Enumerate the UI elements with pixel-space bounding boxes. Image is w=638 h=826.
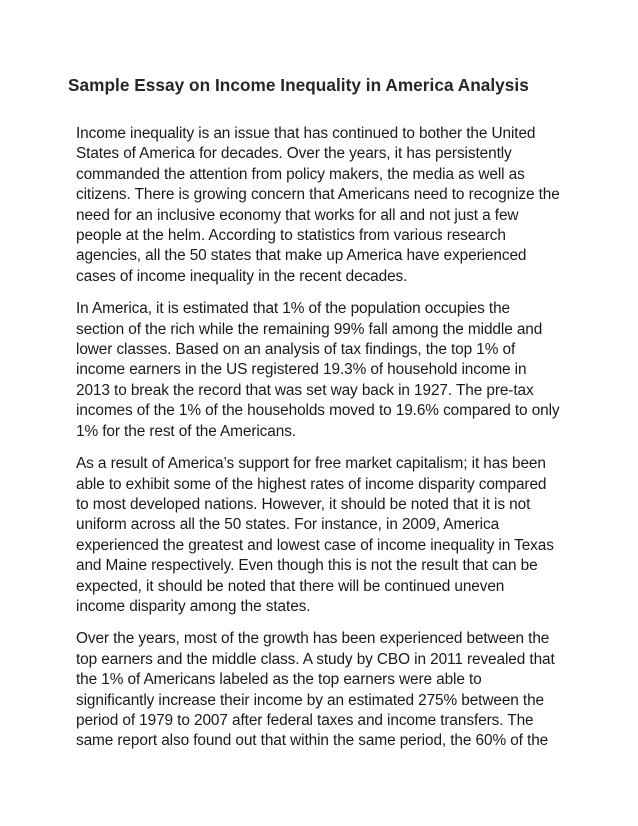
text-line: same report also found out that within the same period, the 60% of the [76, 732, 549, 750]
text-line: cases of income inequality in the recent decades. [76, 267, 408, 285]
text-line: income disparity among the states. [76, 597, 311, 615]
text-line: section of the rich while the remaining 99% fall among the middle and [76, 320, 543, 338]
essay-title: Sample Essay on Income Inequality in America Analysis [68, 75, 529, 95]
paragraph-2 [76, 299, 576, 442]
text-line: to most developed nations. However, it should be noted that it is not [76, 495, 531, 513]
paragraph-4 [76, 629, 576, 751]
text-line: need for an inclusive economy that works for all and not just a few [76, 206, 519, 224]
text-line: lower classes. Based on an analysis of tax findings, the top 1% of [76, 341, 516, 359]
paragraph-1 [76, 124, 576, 287]
text-line: 2013 to break the record that was set way back in 1927. The pre-tax [76, 381, 534, 399]
text-line: period of 1979 to 2007 after federal taxes and income transfers. The [76, 711, 534, 729]
text-line: significantly increase their income by an estimated 275% between the [76, 691, 545, 709]
text-line: people at the helm. According to statistics from various research [76, 227, 506, 245]
text-line: 1% for the rest of the Americans. [76, 422, 296, 440]
text-line: citizens. There is growing concern that Americans need to recognize the [76, 186, 560, 204]
text-line: the 1% of Americans labeled as the top earners were able to [76, 671, 482, 689]
paragraph-3 [76, 454, 576, 617]
text-line: uniform across all the 50 states. For instance, in 2009, America [76, 516, 500, 534]
text-line: As a result of America’s support for free market capitalism; it has been [76, 455, 546, 473]
text-line: income earners in the US registered 19.3% of household income in [76, 361, 527, 379]
text-line: incomes of the 1% of the households moved to 19.6% compared to only [76, 402, 560, 420]
text-line: Over the years, most of the growth has been experienced between the [76, 630, 550, 648]
text-line: States of America for decades. Over the years, it has persistently [76, 145, 512, 163]
essay-body [76, 124, 576, 764]
text-line: able to exhibit some of the highest rates of income disparity compared [76, 475, 547, 493]
text-line: In America, it is estimated that 1% of the population occupies the [76, 300, 510, 318]
text-line: and Maine respectively. Even though this is not the result that can be [76, 557, 538, 575]
text-line: expected, it should be noted that there will be continued uneven [76, 577, 505, 595]
text-line: Income inequality is an issue that has continued to bother the United [76, 125, 536, 142]
text-line: agencies, all the 50 states that make up America have experienced [76, 247, 527, 265]
text-line: top earners and the middle class. A study by CBO in 2011 revealed that [76, 650, 555, 668]
text-line: experienced the greatest and lowest case of income inequality in Texas [76, 536, 554, 554]
text-line: commanded the attention from policy makers, the media as well as [76, 165, 525, 183]
